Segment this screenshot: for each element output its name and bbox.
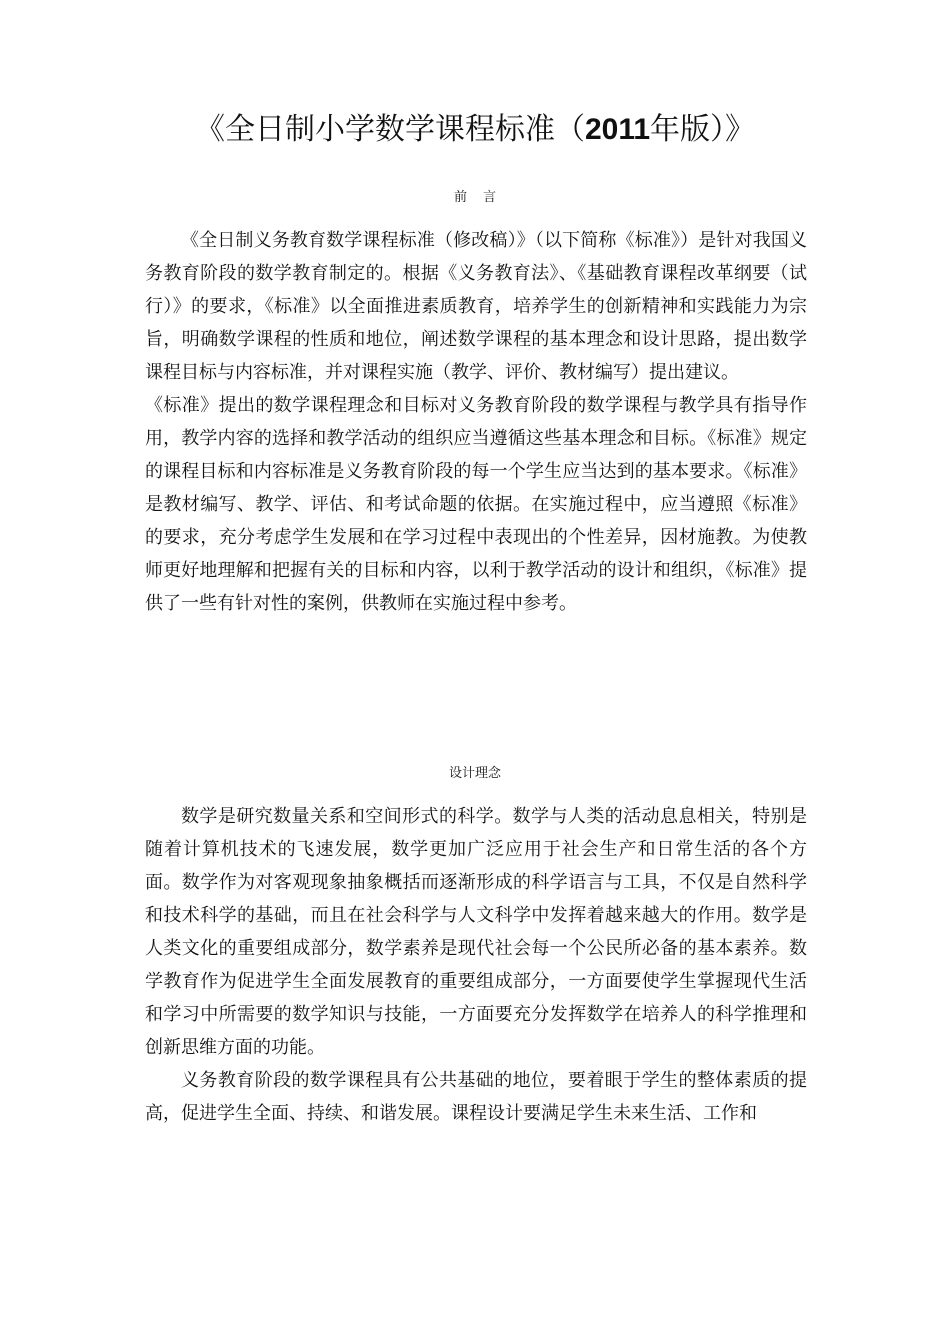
document-title bbox=[0, 110, 950, 150]
title-suffix: 年版）》 bbox=[650, 112, 756, 147]
foreword-paragraph-1: 《全日制义务教育数学课程标准（修改稿）》（以下简称《标准》）是针对我国义务教育阶段的数学教育制定的。根据《义务教育法》、《基础教育课程改革纲要（试行）》的要求，《标准》以全面推进素质教育，培养学生的创新精神和实践能力为宗旨，明确数学课程的性质和地位，阐述数学课程的基本理念和设计思路，提出数学课程目标与内容标准，并对课程实施（教学、评价、教材编写）提出建议。 bbox=[145, 230, 807, 383]
design-heading: 设计理念 bbox=[448, 766, 501, 781]
design-section bbox=[145, 800, 807, 1130]
title-year: 2011 bbox=[584, 113, 651, 146]
design-paragraph-2: 义务教育阶段的数学课程具有公共基础的地位，要着眼于学生的整体素质的提高，促进学生全面、持续、和谐发展。课程设计要满足学生未来生活、工作和 bbox=[145, 1070, 807, 1124]
design-paragraph-1: 数学是研究数量关系和空间形式的科学。数学与人类的活动息息相关，特别是随着计算机技术的飞速发展，数学更加广泛应用于社会生产和日常生活的各个方面。数学作为对客观现象抽象概括而逐渐形成的科学语言与工具，不仅是自然科学和技术科学的基础，而且在社会科学与人文科学中发挥着越来越大的作用。数学是人类文化的重要组成部分，数学素养是现代社会每一个公民所必备的基本素养。数学教育作为促进学生全面发展教育的重要组成部分，一方面要使学生掌握现代生活和学习中所需要的数学知识与技能，一方面要充分发挥数学在培养人的科学推理和创新思维方面的功能。 bbox=[145, 806, 807, 1058]
foreword-heading: 前言 bbox=[453, 190, 512, 205]
title-prefix: 《全日制小学数学课程标准（ bbox=[194, 112, 585, 147]
foreword-section bbox=[145, 224, 807, 620]
foreword-paragraph-2: 《标准》提出的数学课程理念和目标对义务教育阶段的数学课程与教学具有指导作用，教学内容的选择和教学活动的组织应当遵循这些基本理念和目标。《标准》规定的课程目标和内容标准是义务教育阶段的每一个学生应当达到的基本要求。《标准》是教材编写、教学、评估、和考试命题的依据。在实施过程中，应当遵照《标准》的要求，充分考虑学生发展和在学习过程中表现出的个性差异，因材施教。为使教师更好地理解和把握有关的目标和内容，以利于教学活动的设计和组织，《标准》提供了一些有针对性的案例，供教师在实施过程中参考。 bbox=[145, 395, 807, 614]
